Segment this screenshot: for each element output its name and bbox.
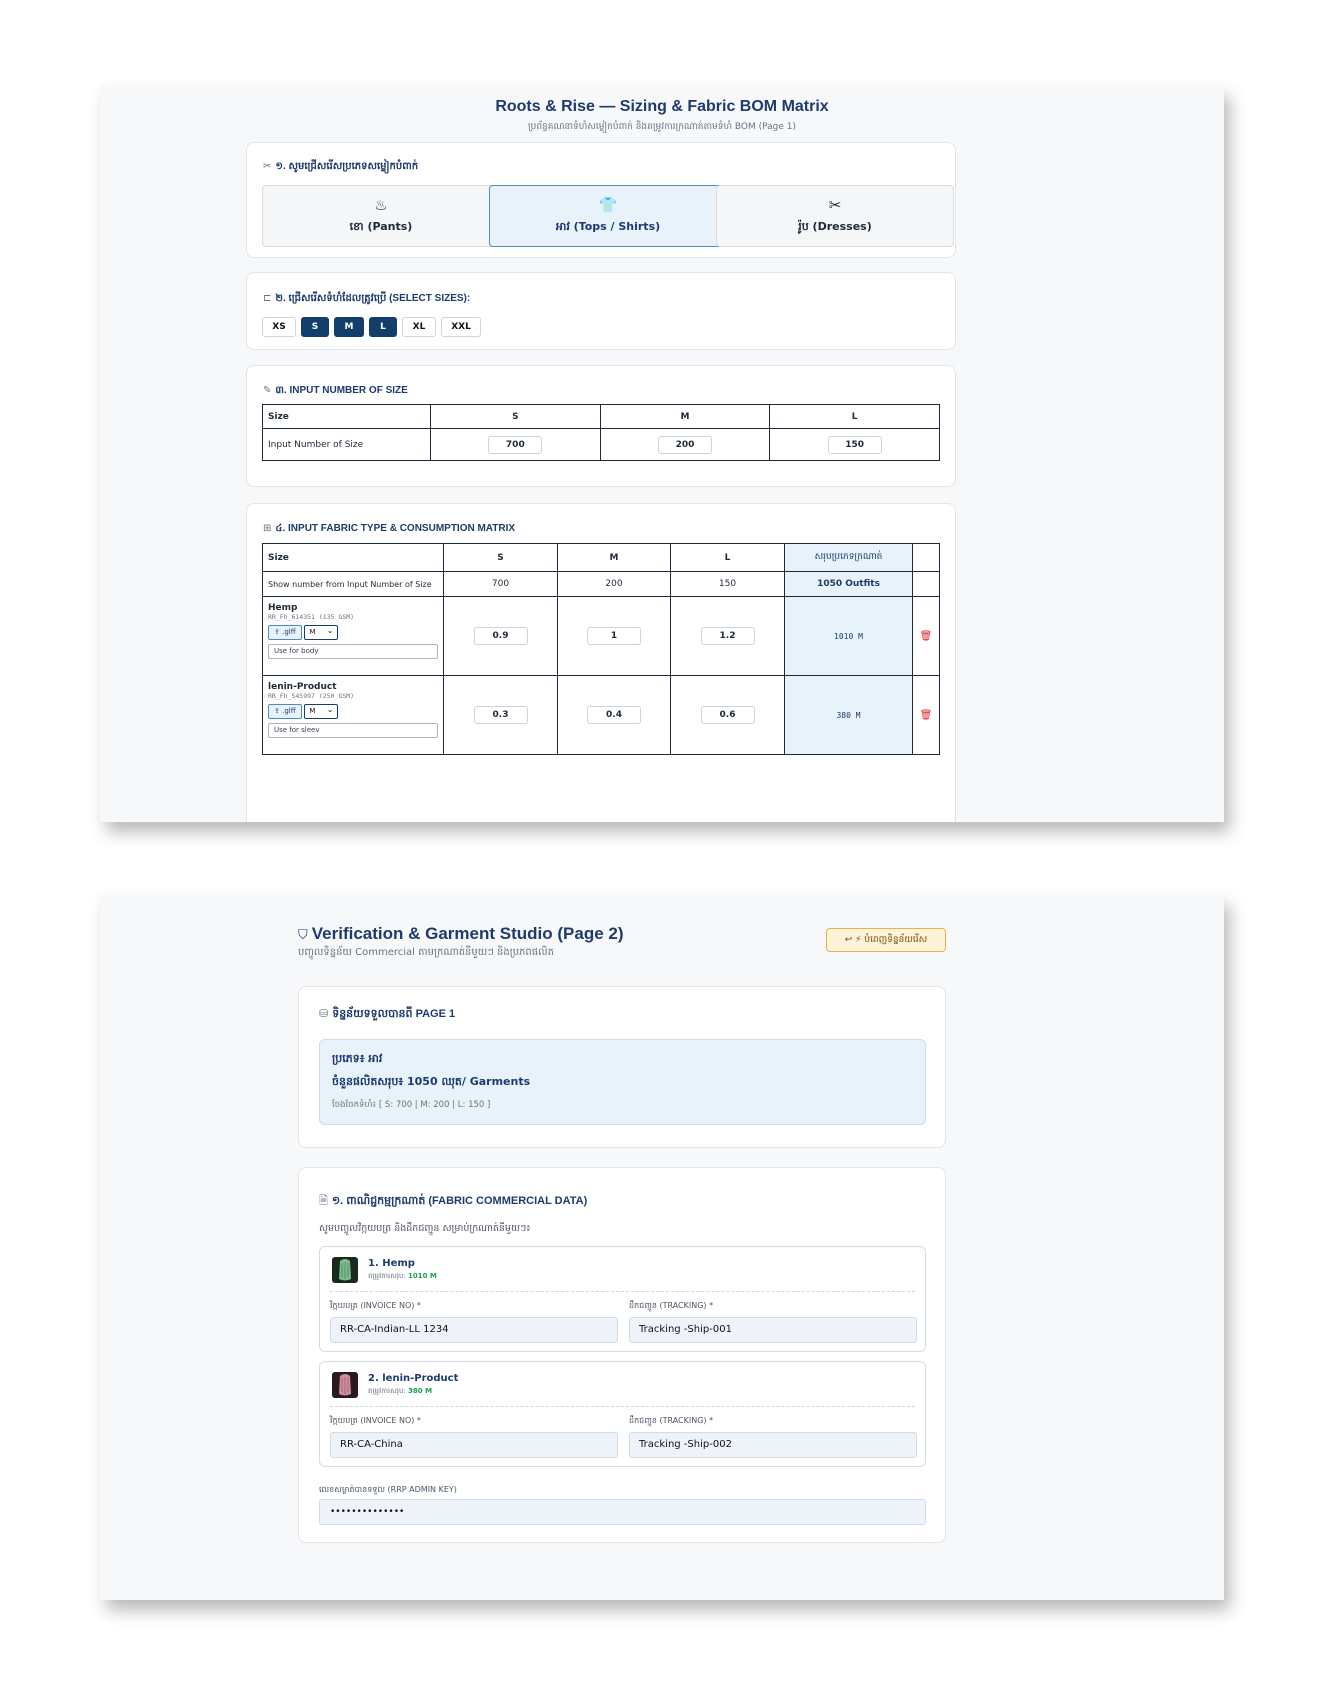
- delete-cell: [913, 676, 940, 755]
- fabric-name: lenin-Product: [268, 682, 337, 692]
- consumption-cell-m: [558, 597, 671, 676]
- upload-button[interactable]: ⇪ .glff: [268, 704, 302, 719]
- summary-label: ទិន្នន័យទទួលបានពី PAGE 1: [332, 1008, 456, 1020]
- select-sizes-heading: [263, 291, 470, 306]
- fabric-note-input[interactable]: Use for body: [268, 644, 438, 659]
- entry-divider: [330, 1406, 915, 1407]
- qty-input-s[interactable]: 700: [488, 436, 542, 454]
- fabric-controls: [268, 704, 438, 719]
- size-breakdown-line: ចែងចែកទំហំ៖ [ S: 700 | M: 200 | L: 150 ]: [332, 1100, 491, 1110]
- fabric-commercial-card: [298, 1167, 946, 1543]
- fabric-controls: [268, 625, 438, 640]
- fabric-commercial-entry: [319, 1246, 926, 1352]
- tracking-label: ដឹកជញ្ជូន (TRACKING) *: [629, 1301, 714, 1310]
- select-sizes-label: ២. ជ្រើសរើសទំហំដែលត្រូវប្រើ (SELECT SIZES):: [275, 293, 471, 304]
- database-icon: ⛁: [319, 1008, 329, 1020]
- fabric-row: [263, 597, 940, 676]
- matrix-header-l: L: [671, 544, 785, 572]
- consumption-cell-l: [671, 597, 785, 676]
- size-header-s: S: [431, 405, 601, 429]
- fabric-total: 1010 M: [785, 597, 913, 676]
- size-chip-l[interactable]: L: [369, 317, 397, 337]
- trash-icon[interactable]: 🗑: [919, 630, 933, 642]
- input-number-card: [246, 365, 956, 487]
- select-sizes-card: [246, 272, 956, 350]
- input-number-table: [262, 404, 940, 461]
- need-label: តម្រូវការសរុប:: [368, 1387, 406, 1395]
- size-chip-xl[interactable]: XL: [402, 317, 436, 337]
- input-number-label: ៣. INPUT NUMBER OF SIZE: [275, 385, 408, 396]
- invoice-label: វិក្កយបត្រ (INVOICE NO) *: [330, 1301, 421, 1310]
- edit-icon: ✎: [263, 385, 272, 396]
- entry-divider: [330, 1291, 915, 1292]
- consumption-input-s[interactable]: 0.3: [474, 706, 528, 724]
- summary-info-box: [319, 1039, 926, 1125]
- shield-icon: ⛉: [298, 927, 308, 942]
- fabric-thumbnail: [332, 1372, 358, 1398]
- invoice-label: វិក្កយបត្រ (INVOICE NO) *: [330, 1416, 421, 1425]
- garment-type-line: ប្រភេទ៖ អាវ: [332, 1052, 383, 1065]
- invoice-input[interactable]: RR-CA-Indian-LL 1234: [330, 1317, 618, 1343]
- page-title: Roots & Rise — Sizing & Fabric BOM Matrix: [495, 98, 829, 115]
- page-2-title: [298, 924, 624, 944]
- page-subtitle: ប្រព័ន្ធគណនាទំហំសម្លៀកបំពាក់ និងតម្រូវការក្រណាត់តាមទំហំ BOM (Page 1): [527, 122, 797, 132]
- fabric-matrix-table: [262, 543, 940, 755]
- summary-heading: [319, 1007, 455, 1023]
- qty-cell-l: [770, 429, 940, 461]
- size-chip-xxl[interactable]: XXL: [441, 317, 481, 337]
- fabric-total: 380 M: [785, 676, 913, 755]
- size-header-cell: Size: [263, 405, 431, 429]
- fabric-need: [368, 1272, 437, 1282]
- garment-option-label: អាវ (Tops / Shirts): [555, 220, 661, 233]
- fabric-info-cell: [263, 597, 444, 676]
- need-value: 1010 M: [408, 1272, 437, 1280]
- input-number-row-label: Input Number of Size: [263, 429, 431, 461]
- matrix-header-s: S: [444, 544, 558, 572]
- garment-type-card: [246, 142, 956, 258]
- page-2-subtitle: បញ្ចូលទិន្នន័យ Commercial តាមក្រណាត់នីមួយៗ និងប្រភពផលិត: [298, 947, 554, 958]
- consumption-cell-s: [444, 597, 558, 676]
- garment-option-tops[interactable]: [489, 185, 727, 247]
- admin-key-label: លេខសម្ងាត់បានទទួល (RRP ADMIN KEY): [319, 1485, 457, 1494]
- qty-cell-s: [431, 429, 601, 461]
- commercial-heading: [319, 1192, 587, 1211]
- garment-option-pants[interactable]: [262, 185, 500, 247]
- page1-summary-card: [298, 986, 946, 1148]
- scissors-icon: ✂: [263, 161, 272, 172]
- show-value-l: 150: [671, 572, 785, 597]
- need-label: តម្រូវការសរុប:: [368, 1272, 406, 1280]
- size-chip-s[interactable]: S: [301, 317, 329, 337]
- garment-option-dresses[interactable]: [716, 185, 954, 247]
- size-header-l: L: [770, 405, 940, 429]
- fabric-entry-name: 2. lenin-Product: [368, 1373, 459, 1384]
- input-number-heading: [263, 383, 408, 398]
- matrix-header-m: M: [558, 544, 671, 572]
- show-value-s: 700: [444, 572, 558, 597]
- consumption-cell-l: [671, 676, 785, 755]
- fabric-commercial-entry: [319, 1361, 926, 1467]
- garment-option-label: ខោ (Pants): [349, 220, 413, 233]
- unit-select[interactable]: M ⌄: [304, 625, 338, 640]
- garment-option-label: រ៉ូប (Dresses): [798, 220, 872, 233]
- consumption-cell-s: [444, 676, 558, 755]
- show-total: 1050 Outfits: [785, 572, 913, 597]
- scissors-icon: ✂: [828, 196, 842, 214]
- consumption-input-l[interactable]: 1.2: [701, 627, 755, 645]
- tracking-label: ដឹកជញ្ជូន (TRACKING) *: [629, 1416, 714, 1425]
- fabric-name: Hemp: [268, 603, 298, 613]
- fabric-row: [263, 676, 940, 755]
- fabric-matrix-card: [246, 503, 956, 822]
- commercial-label: ១. ពាណិជ្ជកម្មក្រណាត់ (FABRIC COMMERCIAL DATA): [331, 1195, 588, 1207]
- tracking-input[interactable]: Tracking -Ship-001: [629, 1317, 917, 1343]
- consumption-input-s[interactable]: 0.9: [474, 627, 528, 645]
- garment-type-heading: [263, 159, 418, 174]
- delete-cell: [913, 597, 940, 676]
- need-value: 380 M: [408, 1387, 433, 1395]
- commercial-instruction: សូមបញ្ចូលវិក្កយបត្រ និងដឹកជញ្ជូន សម្រាប់ក្រណាត់នីមួយៗ៖: [319, 1223, 531, 1234]
- total-output-line: ចំនួនផលិតសរុប៖ 1050 ឈុត/ Garments: [332, 1075, 531, 1088]
- consumption-input-m[interactable]: 1: [587, 627, 641, 645]
- page-2-sheet: [100, 895, 1224, 1600]
- shirt-icon: 👕: [598, 196, 618, 214]
- trash-icon[interactable]: 🗑: [919, 709, 933, 721]
- ruler-icon: ⊏: [263, 293, 272, 304]
- unit-select[interactable]: M ⌄: [304, 704, 338, 719]
- garment-type-label: ១. សូមជ្រើសរើសប្រភេទសម្លៀកបំពាក់: [275, 161, 419, 172]
- qty-input-l[interactable]: 150: [828, 436, 882, 454]
- grid-icon: ⊞: [263, 523, 272, 534]
- fabric-note-input[interactable]: Use for sleev: [268, 723, 438, 738]
- page-1-sheet: [100, 86, 1224, 822]
- consumption-input-m[interactable]: 0.4: [587, 706, 641, 724]
- fabric-matrix-heading: [263, 521, 515, 536]
- fabric-entry-name: 1. Hemp: [368, 1258, 415, 1269]
- consumption-input-l[interactable]: 0.6: [701, 706, 755, 724]
- upload-button[interactable]: ⇪ .glff: [268, 625, 302, 640]
- autofill-button[interactable]: ↩ ⚡ បំពេញទិន្នន័យរើស: [826, 928, 946, 952]
- consumption-cell-m: [558, 676, 671, 755]
- qty-cell-m: [600, 429, 770, 461]
- page-2-title-text: Verification & Garment Studio (Page 2): [311, 924, 624, 943]
- fabric-need: [368, 1387, 432, 1397]
- matrix-action-header: [913, 544, 940, 572]
- qty-input-m[interactable]: 200: [658, 436, 712, 454]
- fabric-matrix-label: ៤. INPUT FABRIC TYPE & CONSUMPTION MATRIX: [275, 523, 516, 534]
- size-chip-m[interactable]: M: [334, 317, 364, 337]
- show-row-label: Show number from Input Number of Size: [263, 572, 444, 597]
- show-value-m: 200: [558, 572, 671, 597]
- fabric-thumbnail: [332, 1257, 358, 1283]
- size-chip-xs[interactable]: XS: [262, 317, 296, 337]
- hanger-icon: ♨: [374, 196, 388, 214]
- invoice-input[interactable]: RR-CA-China: [330, 1432, 618, 1458]
- fabric-code: RR_Fh_545997 (250 GSM): [268, 692, 355, 700]
- document-icon: 🗎: [319, 1195, 328, 1207]
- fabric-info-cell: [263, 676, 444, 755]
- matrix-total-header: សរុបប្រភេទក្រណាត់: [785, 544, 913, 572]
- tracking-input[interactable]: Tracking -Ship-002: [629, 1432, 917, 1458]
- fabric-code: RR_Fh_614351 (135 GSM): [268, 613, 355, 621]
- admin-key-input[interactable]: ••••••••••••••: [319, 1499, 926, 1525]
- show-action-cell: [913, 572, 940, 597]
- matrix-size-header: Size: [263, 544, 444, 572]
- size-header-m: M: [600, 405, 770, 429]
